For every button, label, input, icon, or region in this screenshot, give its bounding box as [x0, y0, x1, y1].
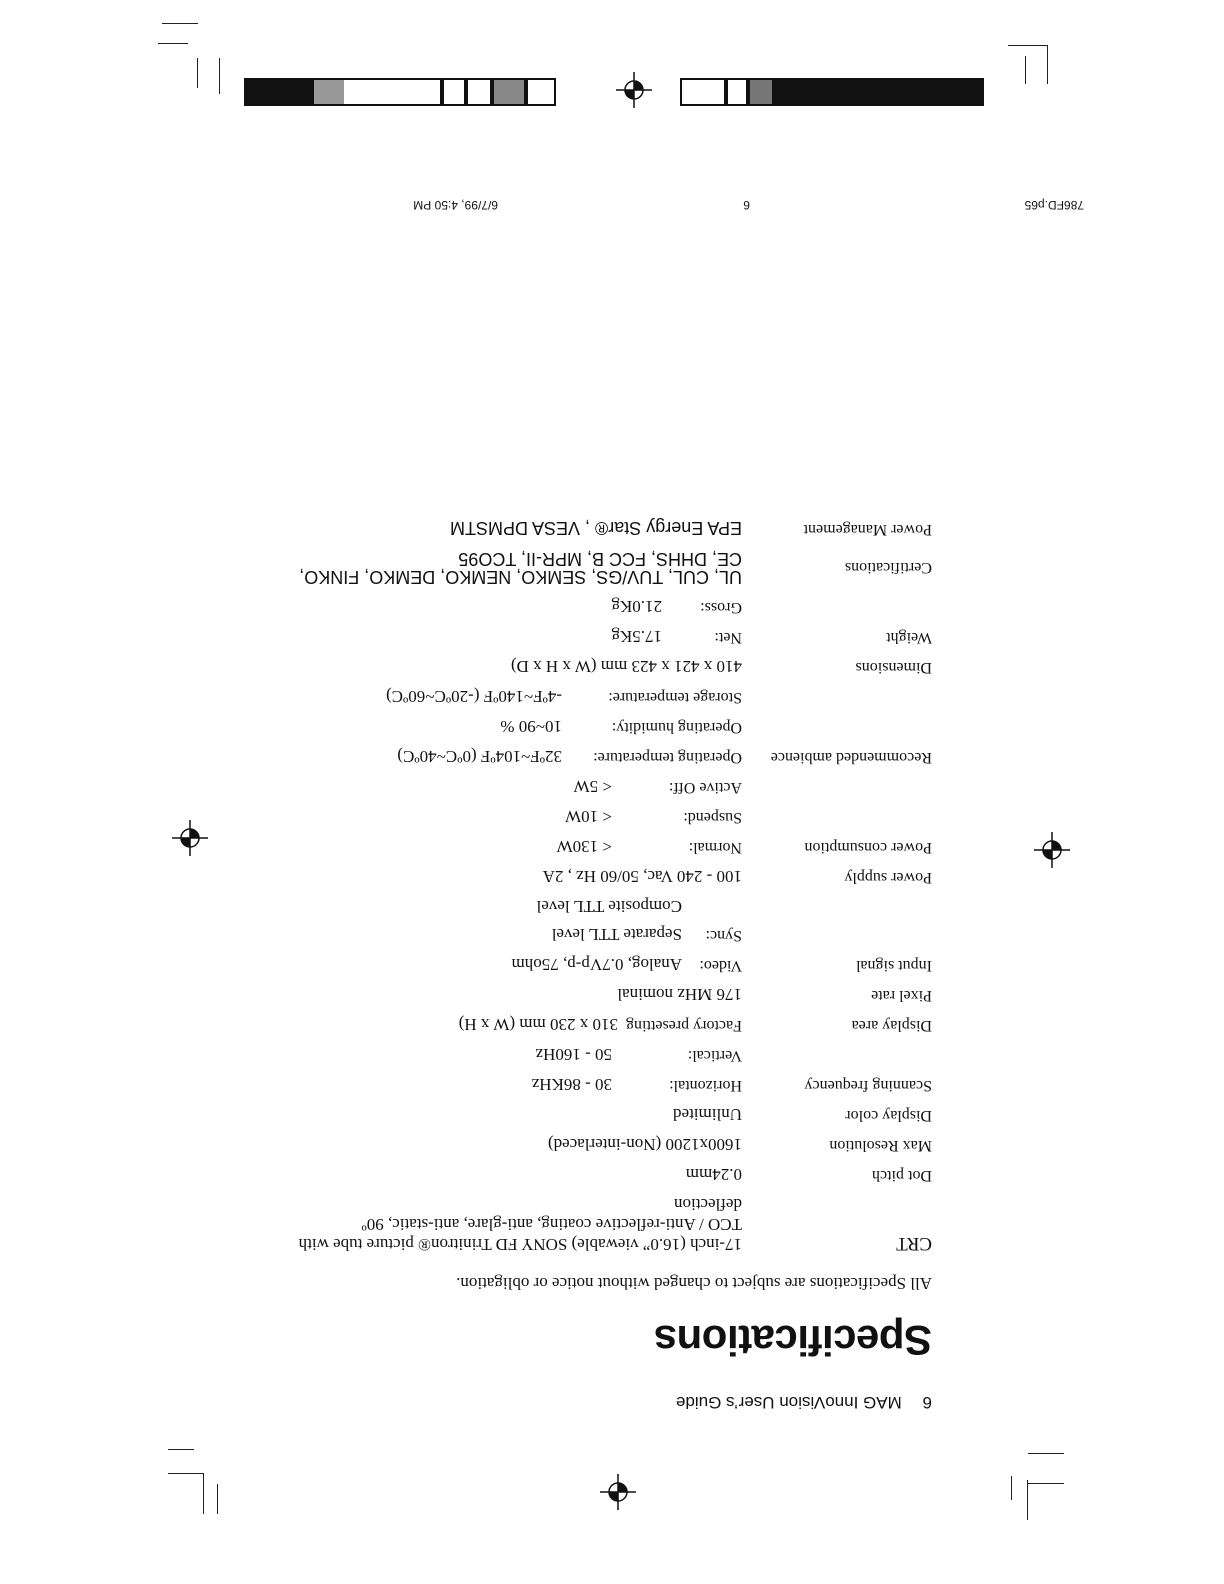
- spec-row-dimensions: [292, 656, 932, 676]
- spec-key: Horizontal:: [669, 1077, 742, 1094]
- page-number: 6: [922, 1393, 932, 1412]
- crop-line: [1011, 1476, 1012, 1500]
- spec-row-power-management: [292, 517, 932, 538]
- spec-value: 32ºF~104ºF (0ºC~40ºC): [397, 747, 562, 766]
- spec-key: Operating humidity:: [611, 719, 742, 736]
- spec-value: 100 - 240 Vac, 50/60 Hz , 2A: [542, 867, 742, 886]
- spec-key: Net:: [714, 629, 742, 646]
- crop-line: [1047, 46, 1048, 84]
- slug-page: 6: [743, 198, 750, 212]
- guide-title: MAG InnoVision User’s Guide: [675, 1393, 902, 1412]
- spec-value: Unlimited: [673, 1105, 742, 1124]
- spec-label: Dimensions: [855, 659, 932, 676]
- registration-mark-icon: [1034, 832, 1070, 868]
- spec-value: < 130W: [556, 837, 612, 856]
- spec-label: Certifications: [844, 559, 932, 576]
- registration-mark-icon: [600, 1474, 636, 1510]
- spec-value: 1600x1200 (Non-interlaced): [547, 1135, 742, 1154]
- spec-key: Vertical:: [687, 1047, 742, 1064]
- spec-value: 410 x 421 x 423 mm (W x H x D): [510, 657, 742, 676]
- spec-key: Video:: [699, 957, 742, 974]
- crop-line: [1028, 1453, 1064, 1454]
- spec-key: Operating temperature:: [593, 749, 742, 766]
- spec-row-certifications: [292, 550, 932, 586]
- spec-value: UL, CUL, TUV/GS, SEMKO, NEMKO, DEMKO, FINKO, CE, DHHS, FCC B, MPR-II, TCO95: [299, 549, 742, 587]
- spec-row-power-supply: [292, 866, 932, 886]
- crop-line: [197, 58, 198, 88]
- spec-label: Scanning frequency: [804, 1077, 932, 1094]
- spec-row-weight: [292, 596, 932, 646]
- spec-value: Separate TTL level: [551, 925, 682, 944]
- spec-row-crt: [292, 1194, 932, 1254]
- spec-value: 310 x 230 mm (W x H): [458, 1015, 619, 1034]
- spec-row-max-resolution: [292, 1134, 932, 1154]
- spec-value: < 5W: [573, 777, 612, 796]
- spec-value: -4ºF~140ºF (-20ºC~60ºC): [386, 687, 562, 706]
- spec-value: 17.5Kg: [611, 627, 662, 646]
- spec-key: Normal:: [688, 839, 742, 856]
- spec-key: Factory presetting: [626, 1017, 742, 1034]
- spec-value: Analog, 0.7Vp-p, 75ohm: [511, 955, 682, 974]
- spec-value: 0.24mm: [685, 1165, 742, 1184]
- spec-row-input-signal: [292, 896, 932, 974]
- spec-label: Recommended ambience: [770, 749, 932, 766]
- spec-value: 21.0Kg: [611, 597, 662, 616]
- registration-mark-icon: [172, 820, 208, 856]
- slug-date: 6/7/99, 4:50 PM: [413, 198, 498, 212]
- spec-row-scanning-frequency: [292, 1044, 932, 1094]
- spec-value: 30 - 86KHz: [531, 1075, 612, 1094]
- crop-line: [158, 43, 188, 44]
- spec-label: Max Resolution: [829, 1137, 932, 1154]
- color-bar-left: [680, 78, 984, 106]
- spec-value: 50 - 160Hz: [535, 1045, 612, 1064]
- spec-value: < 10W: [565, 807, 612, 826]
- specs-table: [292, 517, 932, 1254]
- spec-row-dot-pitch: [292, 1164, 932, 1184]
- spec-key: Suspend:: [683, 809, 742, 826]
- spec-label: Display area: [851, 1017, 932, 1034]
- crop-line: [168, 1449, 194, 1450]
- crop-line: [217, 1484, 218, 1514]
- spec-key: Sync:: [705, 927, 742, 944]
- crop-line: [1027, 1480, 1028, 1520]
- color-bar-right: [244, 78, 556, 106]
- crop-line: [168, 1473, 204, 1474]
- crop-line: [162, 23, 198, 24]
- page-title: Specifications: [654, 1317, 932, 1364]
- spec-row-ambience: [292, 686, 932, 766]
- crop-line: [219, 58, 220, 94]
- spec-value: EPA Energy Star® , VESA DPMSTM: [449, 518, 742, 538]
- spec-row-display-color: [292, 1104, 932, 1124]
- spec-label: Weight: [886, 629, 932, 646]
- page-header: [676, 1392, 932, 1412]
- crop-line: [203, 1474, 204, 1514]
- spec-label: Pixel rate: [871, 987, 932, 1004]
- crop-line: [1025, 56, 1026, 84]
- spec-row-display-area: [292, 1014, 932, 1034]
- slug-file: 786FD.p65: [1024, 198, 1084, 212]
- spec-label: Power supply: [844, 869, 932, 886]
- spec-value: Composite TTL level: [536, 897, 682, 916]
- spec-value: 10~90 %: [500, 717, 562, 736]
- crop-line: [1028, 1483, 1064, 1484]
- crop-line: [1008, 45, 1048, 46]
- specs-notice: All Specifications are subject to changed without notice or obligation.: [456, 1274, 932, 1293]
- spec-label: Power Management: [803, 521, 932, 538]
- spec-label: Input signal: [856, 957, 932, 974]
- spec-row-power-consumption: [292, 776, 932, 856]
- spec-row-pixel-rate: [292, 984, 932, 1004]
- spec-label: CRT: [896, 1233, 932, 1254]
- spec-key: Storage temperature:: [608, 689, 742, 706]
- spec-label: Power consumption: [804, 839, 932, 856]
- spec-value: 17-inch (16.0” viewable) SONY FD Trinitron® picture tube with TCO / Anti-reflective coating, anti-glare, anti-static, 90º deflection: [298, 1195, 742, 1254]
- spec-key: Gross:: [700, 599, 742, 616]
- spec-value: 176 MHz nominal: [617, 985, 742, 1004]
- spec-label: Display color: [845, 1107, 932, 1124]
- registration-mark-icon: [616, 72, 652, 108]
- spec-label: Dot pitch: [872, 1167, 932, 1184]
- spec-key: Active Off:: [668, 779, 742, 796]
